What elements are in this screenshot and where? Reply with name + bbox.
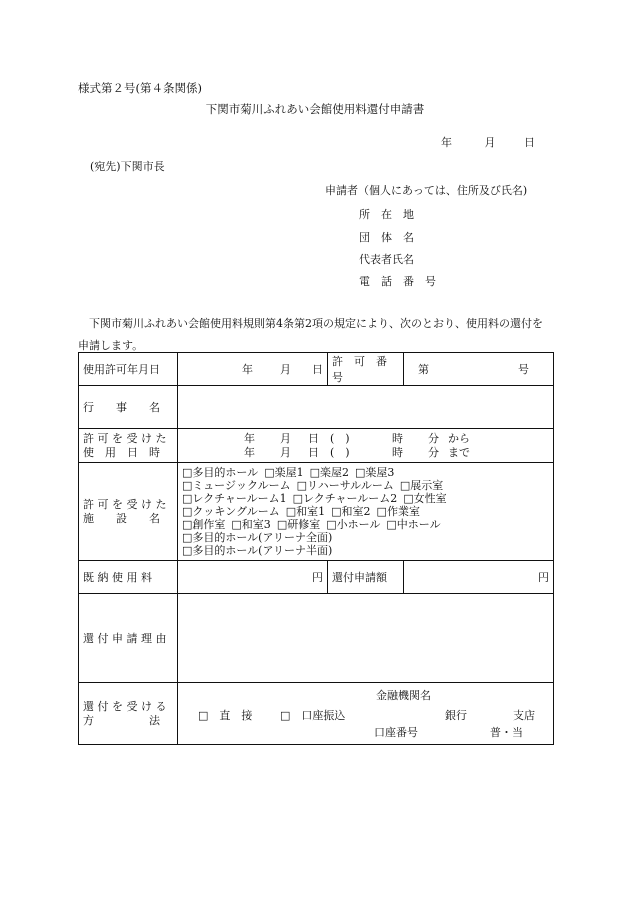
row-method: [79, 683, 554, 745]
facility-checkbox[interactable]: □多目的ホール(アリーナ全面): [182, 531, 333, 544]
date-year: 年: [441, 136, 452, 149]
tt-hour: 時: [392, 445, 403, 459]
event-label: 行 事 名: [79, 386, 178, 429]
branch-label: 支店: [513, 709, 535, 722]
permit-date-value[interactable]: [178, 353, 328, 386]
method-direct-checkbox[interactable]: □ 直 接: [198, 709, 253, 722]
facility-checkbox[interactable]: □展示室: [399, 479, 444, 492]
tf-weekday: ( ): [330, 431, 350, 445]
method-label-1: 還 付 を 受 け る: [83, 699, 167, 713]
date-month: 月: [484, 136, 496, 149]
row-time: [79, 429, 554, 463]
time-label-1: 許 可 を 受 け た: [83, 431, 167, 445]
facility-row: [182, 531, 549, 544]
time-from: [182, 432, 549, 446]
tf-hour: 時: [392, 431, 403, 445]
facility-checkbox[interactable]: □多目的ホール: [182, 466, 259, 479]
facility-row: [182, 544, 549, 557]
facility-row: [182, 518, 549, 531]
reason-label: 還 付 申 請 理 由: [79, 594, 178, 683]
facility-checkbox[interactable]: □多目的ホール(アリーナ半面): [182, 544, 333, 557]
time-to: [182, 446, 549, 460]
facility-checkbox[interactable]: □レクチャールーム1: [182, 492, 287, 505]
tt-year: 年: [244, 445, 255, 459]
row-facility: [79, 463, 554, 561]
row-fees: [79, 561, 554, 594]
facility-checkbox[interactable]: □創作室: [182, 518, 226, 531]
method-label: [79, 683, 178, 745]
applicant-group-label: 団 体 名: [359, 231, 414, 244]
facility-list: [178, 463, 554, 561]
facility-row: [182, 505, 549, 518]
intro-body: 下関市菊川ふれあい会館使用料規則第4条第2項の規定により、次のとおり、使用料の還付を申請します。: [78, 317, 543, 352]
addressee: (宛先)下関市長: [90, 160, 165, 173]
applicant-address-label: 所 在 地: [359, 208, 414, 221]
refund-amount-label: 還付申請額: [328, 561, 404, 594]
facility-label-1: 許 可 を 受 け た: [83, 497, 167, 511]
row-event: [79, 386, 554, 429]
method-label-2: 方 法: [83, 713, 160, 727]
paid-fee-label: 既 納 使 用 料: [79, 561, 178, 594]
permit-no-prefix: 第: [418, 363, 429, 376]
tf-day: 日: [308, 431, 319, 445]
facility-row: [182, 479, 549, 492]
facility-checkbox[interactable]: □クッキングルーム: [182, 505, 280, 518]
applicant-heading: 申請者（個人にあっては、住所及び氏名): [325, 184, 528, 197]
facility-label-2: 施 設 名: [83, 511, 160, 525]
facility-checkbox[interactable]: □和室3: [231, 518, 271, 531]
time-value[interactable]: [178, 429, 554, 463]
applicant-representative-label: 代表者氏名: [359, 253, 414, 266]
tf-minute: 分: [428, 431, 439, 445]
tt-minute: 分: [428, 445, 439, 459]
tt-to: まで: [448, 445, 470, 459]
row-reason: [79, 594, 554, 683]
form-title: 下関市菊川ふれあい会館使用料還付申請書: [205, 102, 425, 116]
account-type-label: 普・当: [490, 726, 523, 739]
facility-row: [182, 466, 549, 479]
intro-text: [78, 313, 553, 357]
refund-amount-value[interactable]: [404, 561, 554, 594]
facility-checkbox[interactable]: □ミュージックルーム: [182, 479, 291, 492]
tf-from: から: [448, 431, 470, 445]
facility-checkbox[interactable]: □和室1: [285, 505, 326, 518]
permit-no-label: 許 可 番 号: [328, 353, 404, 386]
pd-day: 日: [312, 363, 323, 376]
tt-month: 月: [280, 445, 291, 459]
date-day: 日: [524, 136, 535, 149]
facility-checkbox[interactable]: □研修室: [276, 518, 321, 531]
paid-fee-yen: 円: [312, 571, 323, 584]
form-number: 様式第２号(第４条関係): [78, 81, 202, 95]
method-value: [178, 683, 554, 745]
account-number-label: 口座番号: [374, 726, 418, 739]
method-transfer-checkbox[interactable]: □ 口座振込: [280, 709, 346, 722]
tt-weekday: ( ): [330, 445, 350, 459]
time-label-2: 使 用 日 時: [83, 445, 160, 459]
facility-checkbox[interactable]: □小ホール: [326, 518, 381, 531]
facility-checkbox[interactable]: □女性室: [403, 492, 447, 505]
facility-checkbox[interactable]: □楽屋3: [355, 466, 395, 479]
pd-year: 年: [242, 363, 253, 376]
row-permit-date: [79, 353, 554, 386]
permit-no-suffix: 号: [518, 363, 529, 376]
application-table: [78, 352, 554, 745]
time-label: [79, 429, 178, 463]
bank-label: 銀行: [445, 709, 467, 722]
bank-name-label: 金融機関名: [376, 689, 431, 702]
permit-no-value[interactable]: [404, 353, 554, 386]
permit-date-label: 使用許可年月日: [79, 353, 178, 386]
application-date: [441, 134, 535, 150]
facility-checkbox[interactable]: □作業室: [376, 505, 420, 518]
tt-day: 日: [308, 445, 319, 459]
refund-amount-yen: 円: [538, 571, 549, 584]
tf-year: 年: [244, 431, 255, 445]
facility-checkbox[interactable]: □中ホール: [386, 518, 441, 531]
facility-checkbox[interactable]: □楽屋1: [264, 466, 304, 479]
facility-label: [79, 463, 178, 561]
reason-value[interactable]: [178, 594, 554, 683]
tf-month: 月: [280, 431, 291, 445]
facility-row: [182, 492, 549, 505]
pd-month: 月: [280, 363, 291, 376]
facility-checkbox[interactable]: □レクチャールーム2: [292, 492, 398, 505]
paid-fee-value[interactable]: [178, 561, 328, 594]
event-value[interactable]: [178, 386, 554, 429]
facility-checkbox[interactable]: □和室2: [331, 505, 371, 518]
facility-checkbox[interactable]: □リハーサルルーム: [296, 479, 394, 492]
facility-checkbox[interactable]: □楽屋2: [309, 466, 349, 479]
applicant-phone-label: 電 話 番 号: [359, 275, 436, 288]
